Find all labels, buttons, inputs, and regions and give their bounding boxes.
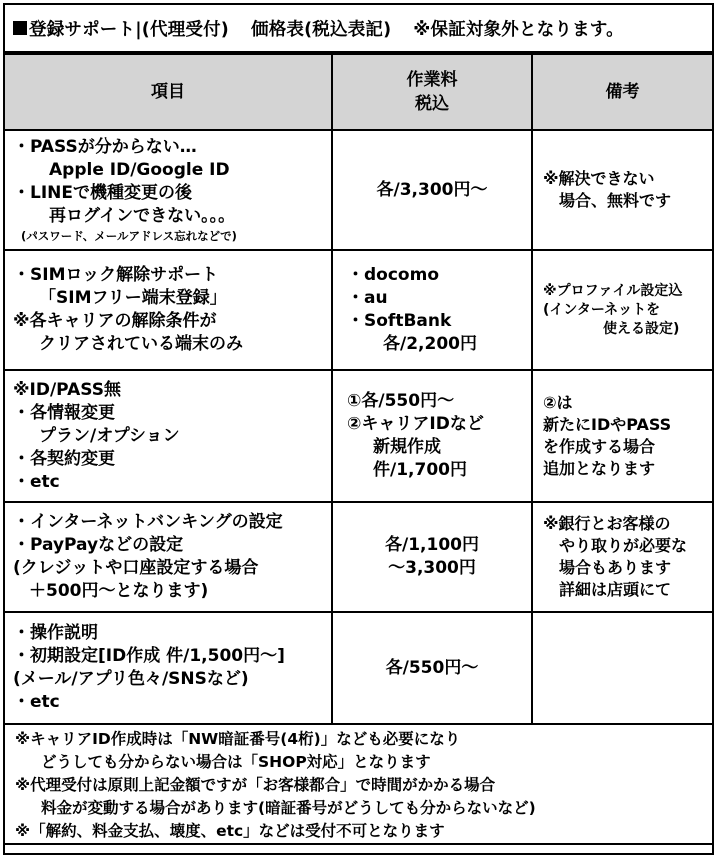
header-fee-line2: 税込 — [415, 94, 449, 114]
item-line: プラン/オプション — [39, 425, 180, 446]
table-header-row — [5, 54, 712, 130]
price-line: 新規作成 — [373, 437, 441, 457]
price-table — [5, 53, 712, 845]
item-line: 再ログインできない。。。 — [49, 205, 236, 226]
item-line: ・インターネットバンキングの設定 — [13, 512, 283, 532]
note-line: 追加となります — [543, 459, 656, 478]
item-line: ・操作説明 — [13, 623, 98, 643]
item-line: ・etc — [13, 692, 60, 712]
table-row — [5, 370, 712, 502]
note-line: 詳細は店頭にて — [559, 580, 672, 599]
header-fee-line1: 作業料 — [406, 70, 458, 90]
price-line: ①各/550円～ — [347, 391, 455, 411]
table-row — [5, 502, 712, 612]
price-line: ・SoftBank — [347, 311, 452, 331]
row-price — [332, 502, 532, 612]
footer-line: どうしても分からない場合は「SHOP対応」となります — [41, 753, 431, 771]
row-item — [5, 502, 332, 612]
price-line: ～3,300円 — [388, 558, 476, 578]
header-item: 項目 — [5, 54, 332, 130]
note-line: ※銀行とお客様の — [543, 514, 671, 533]
row-price — [332, 370, 532, 502]
note-line: (インターネットを — [543, 301, 661, 318]
row-item — [5, 612, 332, 724]
row-note-empty — [532, 612, 712, 724]
price-sheet — [3, 3, 714, 855]
price-line: ・au — [347, 288, 388, 308]
note-line: やり取りが必要な — [559, 536, 688, 555]
price-line: 各/1,100円 — [385, 535, 479, 555]
item-line: Apple ID/Google ID — [49, 159, 230, 180]
note-line: 使える設定) — [603, 320, 680, 337]
footer-line: 料金が変動する場合があります(暗証番号がどうしても分からないなど) — [41, 799, 536, 817]
footer-row — [5, 724, 712, 844]
price-line: ・docomo — [347, 265, 439, 285]
price-line: 各/3,300円～ — [376, 179, 488, 200]
row-item — [5, 370, 332, 502]
item-line: (クレジットや口座設定する場合 — [13, 558, 259, 578]
note-line: ※解決できない — [543, 169, 655, 188]
item-line: ・LINEで機種変更の後 — [13, 182, 192, 203]
price-line: 各/2,200円 — [383, 334, 477, 354]
item-line: (メール/アプリ色々/SNSなど) — [13, 669, 249, 689]
price-line: 件/1,700円 — [373, 460, 467, 480]
item-line: ・初期設定[ID作成 件/1,500円～] — [13, 646, 285, 666]
item-line: ＋500円～となります) — [29, 581, 209, 601]
note-line: ※プロファイル設定込 — [543, 282, 683, 299]
note-line: ②は — [543, 393, 573, 412]
item-line: 「SIMフリー端末登録」 — [39, 288, 227, 308]
header-remarks: 備考 — [532, 54, 712, 130]
row-price — [332, 612, 532, 724]
price-line: ②キャリアIDなど — [347, 414, 484, 434]
row-note — [532, 130, 712, 250]
item-line: ・etc — [13, 471, 60, 492]
table-row — [5, 130, 712, 250]
row-price — [332, 130, 532, 250]
black-square-icon — [13, 21, 27, 35]
footer-notes — [5, 724, 712, 844]
item-line: クリアされている端末のみ — [39, 334, 243, 354]
row-note — [532, 370, 712, 502]
item-line: ・各情報変更 — [13, 402, 115, 423]
row-price — [332, 250, 532, 370]
item-line: ※各キャリアの解除条件が — [13, 311, 217, 331]
title-disclaimer: ※保証対象外となります。 — [413, 19, 624, 40]
row-note — [532, 502, 712, 612]
sheet-title — [5, 5, 712, 53]
title-price-label: 価格表(税込表記) — [251, 19, 392, 40]
row-item — [5, 250, 332, 370]
row-item — [5, 130, 332, 250]
title-main: 登録サポート|(代理受付) — [29, 19, 229, 40]
footer-line: ※代理受付は原則上記金額ですが「お客様都合」で時間がかかる場合 — [15, 776, 496, 794]
footer-line: ※「解約、料金支払、壊度、etc」などは受付不可となります — [15, 822, 445, 840]
item-line: ※ID/PASS無 — [13, 379, 121, 400]
item-line: ・PayPayなどの設定 — [13, 535, 184, 555]
note-line: 新たにIDやPASS — [543, 415, 672, 434]
note-line: 場合もあります — [559, 558, 672, 577]
price-line: 各/550円～ — [385, 657, 479, 678]
item-line: ・PASSが分からない… — [13, 136, 197, 157]
header-fee — [332, 54, 532, 130]
table-row — [5, 250, 712, 370]
item-line: ・各契約変更 — [13, 448, 115, 469]
row-note — [532, 250, 712, 370]
footer-line: ※キャリアID作成時は「NW暗証番号(4桁)」なども必要になり — [15, 730, 461, 748]
note-line: を作成する場合 — [543, 437, 656, 456]
note-line: 場合、無料です — [559, 191, 672, 210]
item-note-small: (パスワード、メールアドレス忘れなどで) — [21, 228, 237, 243]
item-line: ・SIMロック解除サポート — [13, 265, 219, 285]
table-row — [5, 612, 712, 724]
